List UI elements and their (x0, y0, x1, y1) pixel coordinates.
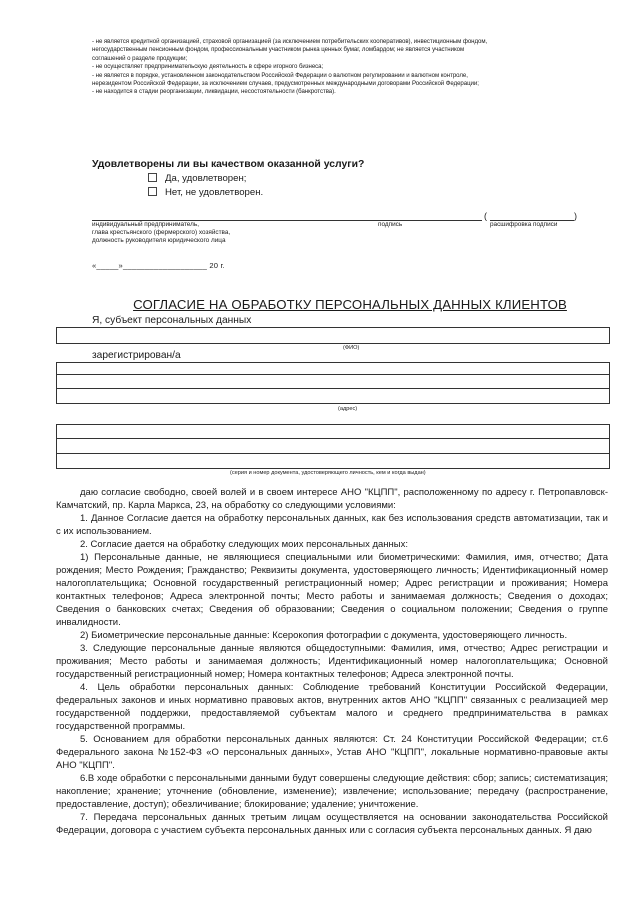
checkbox-yes[interactable] (148, 173, 157, 182)
paragraph-2: 2. Согласие дается на обработку следующих моих персональных данных: (80, 539, 409, 550)
address-caption: (адрес) (338, 406, 358, 412)
date-line[interactable]: «_____»___________________ 20 г. (92, 261, 225, 270)
checkbox-no[interactable] (148, 187, 157, 196)
eligibility-list (92, 38, 612, 97)
address-line (57, 388, 609, 389)
role-line-1: индивидуальный предприниматель, (92, 221, 199, 228)
document-line (57, 453, 609, 454)
role-caption (92, 221, 230, 245)
list-line: - не находится в стадии реорганизации, ликвидации, несостоятельности (банкротства). (92, 88, 336, 96)
paren-close: ) (574, 211, 577, 221)
address-field[interactable] (56, 362, 610, 404)
survey-option-no[interactable] (148, 187, 263, 198)
document-field[interactable] (56, 424, 610, 469)
document-caption: (серия и номер документа, удостоверяющего личность, кем и когда выдан) (230, 470, 426, 476)
signature-caption: подпись (378, 221, 403, 228)
paragraph-7: 7. Передача персональных данных третьим лицам осуществляется на основании законодательства Российской Федерации, договора с участием субъекта персональных данных или с согласия субъекта персональных данных. Я даю (56, 812, 608, 836)
option-no-label: Нет, не удовлетворен. (165, 187, 264, 198)
consent-body (56, 486, 608, 837)
paragraph-1: 1. Данное Согласие дается на обработку персональных данных, как без использования средств автоматизации, так и с их использованием. (56, 513, 608, 537)
role-line-3: должность руководителя юридического лица (92, 237, 226, 244)
survey-question: Удовлетворены ли вы качеством оказанной услуги? (92, 159, 365, 170)
list-line: негосударственным пенсионным фондом, профессиональным участником рынка ценных бумаг, ломбардом; не является участником (92, 46, 465, 54)
list-line: соглашений о разделе продукции; (92, 54, 188, 62)
list-line: нерезидентом Российской Федерации, за исключением случаев, предусмотренных международными договорами Российской Федерации; (92, 80, 479, 88)
decoding-caption: расшифровка подписи (490, 221, 558, 228)
subject-label: Я, субъект персональных данных (92, 315, 252, 326)
paragraph-3: 3. Следующие персональные данные являются общедоступными: Фамилия, имя, отчество; Адрес регистрации и проживания; Место работы и занимаемая должность; Идентификационный номер налогоплательщика; Основной государственный регистрационный номер; Номера контактных телефонов; Адреса электронной почты. (56, 643, 608, 680)
list-line: - не осуществляет предпринимательскую деятельность в сфере игорного бизнеса; (92, 63, 324, 71)
fio-caption: (ФИО) (343, 345, 360, 351)
paragraph-2-1: 1) Персональные данные, не являющиеся специальными или биометрическими: Фамилия, имя, отчество; Дата рождения; Место Рождения; Гражданство; Реквизиты документа, удостоверяющего личность; Идентификационный номер налогоплательщика; Основной государственный регистрационный номер; Адрес регистрации и проживания; Номера контактных телефонов; Адреса электронной почты; Место работы и занимаемая должность; Сведения о доходах; Сведения о банковских счетах; Сведения об образовании; Сведения о социальном положении; Сведения о группе инвалидности. (56, 552, 608, 628)
paragraph-5: 5. Основанием для обработки персональных данных являются: Ст. 24 Конституции Российской Федерации; ст.6 Федерального закона №152-ФЗ «О персональных данных», Устав АНО "КЦПП", локальные нормативно-правовые акты АНО "КЦПП". (56, 734, 608, 771)
paren-open: ( (484, 211, 487, 221)
registered-label: зарегистрирован/а (92, 350, 181, 361)
document-line (57, 438, 609, 439)
address-line (57, 374, 609, 375)
paragraph-4: 4. Цель обработки персональных данных: Соблюдение требований Конституции Российской Федерации, федеральных законов и иных нормативно правовых актов, внутренних актов АНО "КЦПП" связанных с реализацией мер государственной поддержки, предоставляемой субъектам малого и среднего предпринимательства в рамках государственной программы. (56, 682, 608, 732)
paragraph-6: 6.В ходе обработки с персональными данными будут совершены следующие действия: сбор; запись; систематизация; накопление; хранение; уточнение (обновление, изменение); извлечение; использование; передачу (распространение, предоставление, доступ); обезличивание; блокирование; удаление; уничтожение. (56, 773, 608, 810)
fio-field[interactable] (56, 327, 610, 344)
paragraph-2-2: 2) Биометрические персональные данные: Ксерокопия фотографии с документа, удостоверяющего личность. (80, 630, 568, 641)
consent-title: СОГЛАСИЕ НА ОБРАБОТКУ ПЕРСОНАЛЬНЫХ ДАННЫХ КЛИЕНТОВ (133, 297, 567, 312)
list-line: - не является в порядке, установленном законодательством Российской Федерации о валютном регулировании и валютном контроле, (92, 71, 468, 79)
list-line: - не является кредитной организацией, страховой организацией (за исключением потребительских кооперативов), инвестиционным фондом, (92, 38, 488, 45)
survey-option-yes[interactable] (148, 173, 246, 184)
role-line-2: глава крестьянского (фермерского) хозяйства, (92, 229, 231, 236)
paragraph-intro: даю согласие свободно, своей волей и в своем интересе АНО "КЦПП", расположенному по адресу г. Петропавловск-Камчатский, пр. Карла Маркса, 23, на обработку со следующими условиями: (56, 487, 608, 511)
option-yes-label: Да, удовлетворен; (165, 173, 247, 184)
